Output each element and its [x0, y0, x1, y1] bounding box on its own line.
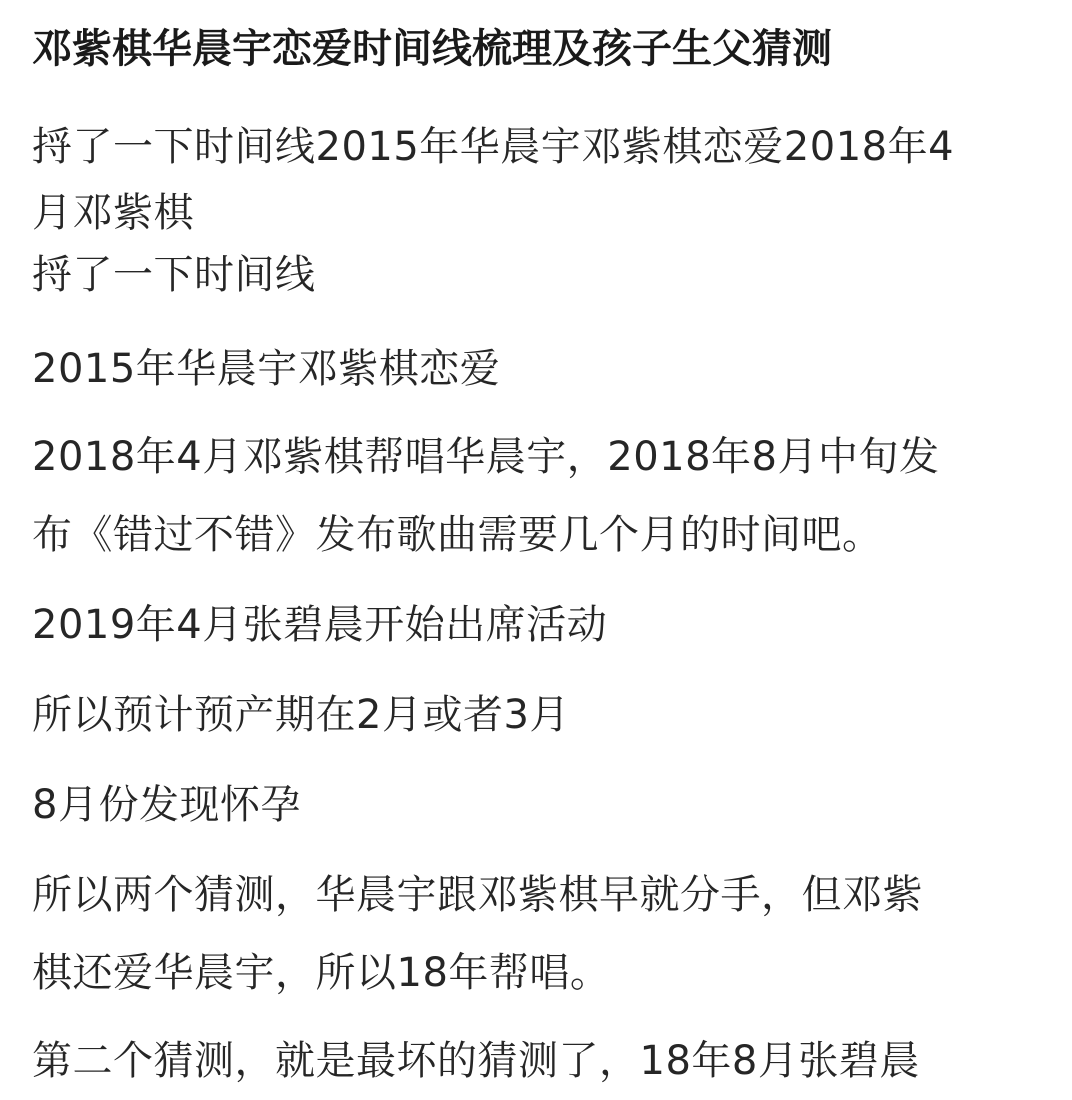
paragraph-2019: 2019年4月张碧晨开始出席活动 [32, 602, 608, 648]
article-title: 邓紫棋华晨宇恋爱时间线梳理及孩子生父猜测 [32, 26, 832, 72]
paragraph-timeline: 捋了一下时间线 [32, 252, 316, 298]
intro-line-1: 捋了一下时间线2015年华晨宇邓紫棋恋爱2018年4 [32, 124, 955, 170]
paragraph-due-date: 所以预计预产期在2月或者3月 [32, 692, 570, 738]
paragraph-2018-line-1: 2018年4月邓紫棋帮唱华晨宇，2018年8月中旬发 [32, 434, 940, 480]
paragraph-guess-2: 第二个猜测，就是最坏的猜测了，18年8月张碧晨 [32, 1038, 920, 1084]
paragraph-2015: 2015年华晨宇邓紫棋恋爱 [32, 346, 501, 392]
intro-paragraph [32, 114, 1042, 246]
paragraph-guess-1-line-2: 棋还爱华晨宇，所以18年帮唱。 [32, 950, 611, 996]
paragraph-2018 [32, 418, 1042, 574]
paragraph-guess-1 [32, 856, 1042, 1012]
paragraph-guess-1-line-1: 所以两个猜测，华晨宇跟邓紫棋早就分手，但邓紫 [32, 872, 923, 918]
intro-line-2: 月邓紫棋 [32, 190, 194, 236]
paragraph-august: 8月份发现怀孕 [32, 782, 301, 828]
paragraph-2018-line-2: 布《错过不错》发布歌曲需要几个月的时间吧。 [32, 512, 883, 558]
